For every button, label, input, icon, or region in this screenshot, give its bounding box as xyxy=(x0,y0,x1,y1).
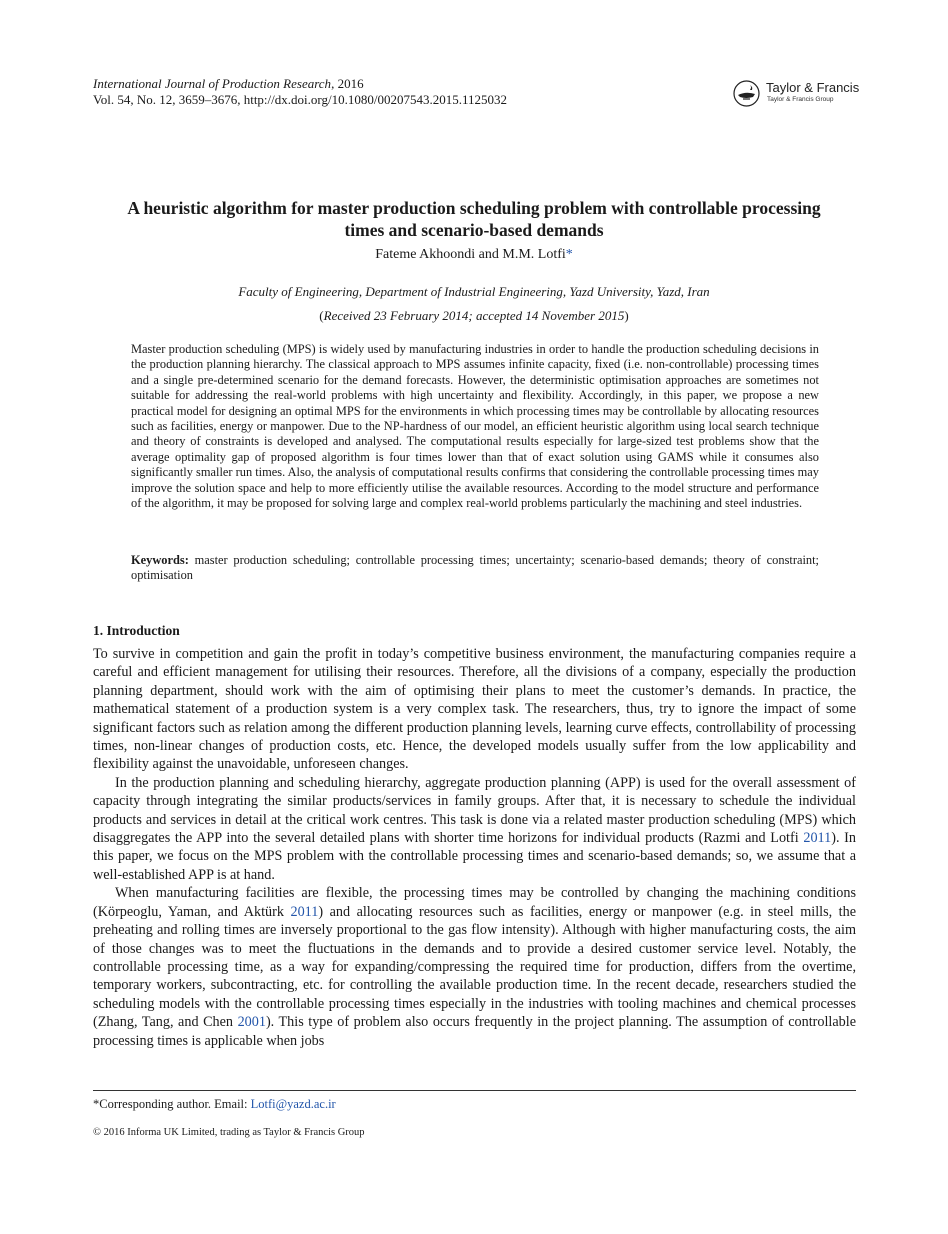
journal-citation: Vol. 54, No. 12, 3659–3676, http://dx.doi.org/10.1080/00207543.2015.1125032 xyxy=(93,92,507,107)
keywords-text: master production scheduling; controllable processing times; uncertainty; scenario-based demands; theory of constraint; optimisation xyxy=(131,553,819,583)
author-names: Fateme Akhoondi and M.M. Lotfi xyxy=(375,247,566,262)
author-email-link[interactable]: Lotfi@yazd.ac.ir xyxy=(250,1097,336,1111)
received-dates: (Received 23 February 2014; accepted 14 November 2015) xyxy=(319,308,629,323)
footnote-divider xyxy=(93,1090,856,1091)
journal-header xyxy=(93,76,507,108)
copyright: © 2016 Informa UK Limited, trading as Taylor & Francis Group xyxy=(93,1127,365,1138)
publisher-brand: Taylor & Francis xyxy=(766,80,860,95)
title-line-2: times and scenario-based demands xyxy=(344,220,604,240)
paragraph-1: To survive in competition and gain the profit in today’s competitive business environment, the manufacturing companies require a careful and efficient management for utilising their resources. Therefore, all the divisions of a company, especially the production planning department, should work with the aim of optimising their plans to meet the customer’s demands. In practice, the mathematical statement of a production system is a very complex task. The researchers, thus, try to ignore the impact of some significant factors such as relation among the different production planning levels, learning curve effects, controllability of processing times, non-linear changes of production costs, etc. Hence, the developed models usually suffer from the low applicability and flexibility against the unavoidable, unforeseen changes. xyxy=(93,646,856,773)
title-line-1: A heuristic algorithm for master production scheduling problem with controllable processing xyxy=(127,198,821,218)
keywords-label: Keywords: xyxy=(131,553,189,567)
abstract: Master production scheduling (MPS) is widely used by manufacturing industries in order to handle the production scheduling decisions in the production planning hierarchy. The classical approach to MPS assumes infinite capacity, fixed (i.e. non-controllable) processing times and a single pre-determined scenario for the demand forecasts. However, the deterministic optimisation approaches are sometimes not suitable for addressing the real-world problems with high uncertainty and flexibility. Accordingly, in this paper, we propose a new practical model for designing an optimal MPS for the environments in which processing times may be controllable by allocating resources such as facilities, energy or manpower. Due to the NP-hardness of our model, an efficient heuristic algorithm using local search technique and theory of constraints is developed and analysed. The computational results especially for large-sized test problems show that the average optimality gap of proposed algorithm is four times lower than that of exact solution using GAMS while it consumes also significantly smaller run times. Also, the analysis of computational results confirms that considering the controllable processing times may improve the solution space and help to more efficiently utilise the available resources. According to the model structure and performance of the algorithm, it may be proposed for solving large and complex real-world problems particularly the machining and steel industries. xyxy=(131,342,819,511)
paragraph-2-text-a: In the production planning and scheduling hierarchy, aggregate production planning (APP) is used for the overall assessment of capacity through integrating the similar products/services in family groups. After that, it is necessary to schedule the individual products and services in detail at the critical work centres. This task is done via a related master production scheduling (MPS) which disaggregates the APP into the several detailed plans with shorter time horizons for individual products (Razmi and Lotfi xyxy=(93,774,856,847)
citation-link[interactable]: 2001 xyxy=(237,1014,266,1031)
publisher-logo xyxy=(733,80,863,110)
journal-name: International Journal of Production Research xyxy=(93,76,332,91)
article-title xyxy=(90,197,858,241)
paragraph-2 xyxy=(93,774,856,884)
journal-year: , 2016 xyxy=(331,76,364,91)
publisher-group: Taylor & Francis Group xyxy=(767,96,834,103)
paragraph-3-text-a: When manufacturing facilities are flexible, the processing times may be controlled by changing the machining conditions (Körpeoglu, Yaman, and Aktürk xyxy=(93,885,856,920)
section-heading: 1. Introduction xyxy=(93,623,180,638)
lamp-logo-icon xyxy=(733,80,760,107)
affiliation: Faculty of Engineering, Department of Industrial Engineering, Yazd University, Yazd, Iran xyxy=(238,284,710,299)
authors xyxy=(0,246,948,264)
footnote-label: *Corresponding author. Email: xyxy=(93,1097,251,1111)
paragraph-3 xyxy=(93,884,856,1050)
keywords xyxy=(131,553,819,584)
paragraph-3-text-c: ). This type of problem also occurs frequently in the project planning. The assumption of controllable processing times is applicable when jobs xyxy=(93,1014,856,1049)
section-body xyxy=(93,645,856,1050)
citation-link[interactable]: 2011 xyxy=(803,830,832,847)
footnote xyxy=(93,1097,336,1112)
citation-link[interactable]: 2011 xyxy=(290,903,319,920)
corresponding-author-mark[interactable]: * xyxy=(565,247,573,262)
paragraph-2-text-b: ). In this paper, we focus on the MPS problem with the controllable processing times and scenario-based demands; so, we assume that a well-established APP is at hand. xyxy=(93,830,856,883)
received-text: Received 23 February 2014; accepted 14 November 2015 xyxy=(323,308,625,323)
paragraph-3-text-b: ) and allocating resources such as facilities, energy or manpower (e.g. in steel mills, the preheating and rolling times are inversely proportional to the gas flow intensity). Although with higher manufacturing costs, the aim of those changes was to meet the fluctuations in the demands and to provide a desired customer service level. Notably, the controllable processing time, as a way for expanding/compressing the required time for production, differs from the overtime, temporary workers, subcontracting, etc. for controlling the available production time. In the recent decade, researchers studied the scheduling models with the controllable processing times especially in the industries with tooling machines and chemical processes (Zhang, Tang, and Chen xyxy=(93,903,856,1031)
